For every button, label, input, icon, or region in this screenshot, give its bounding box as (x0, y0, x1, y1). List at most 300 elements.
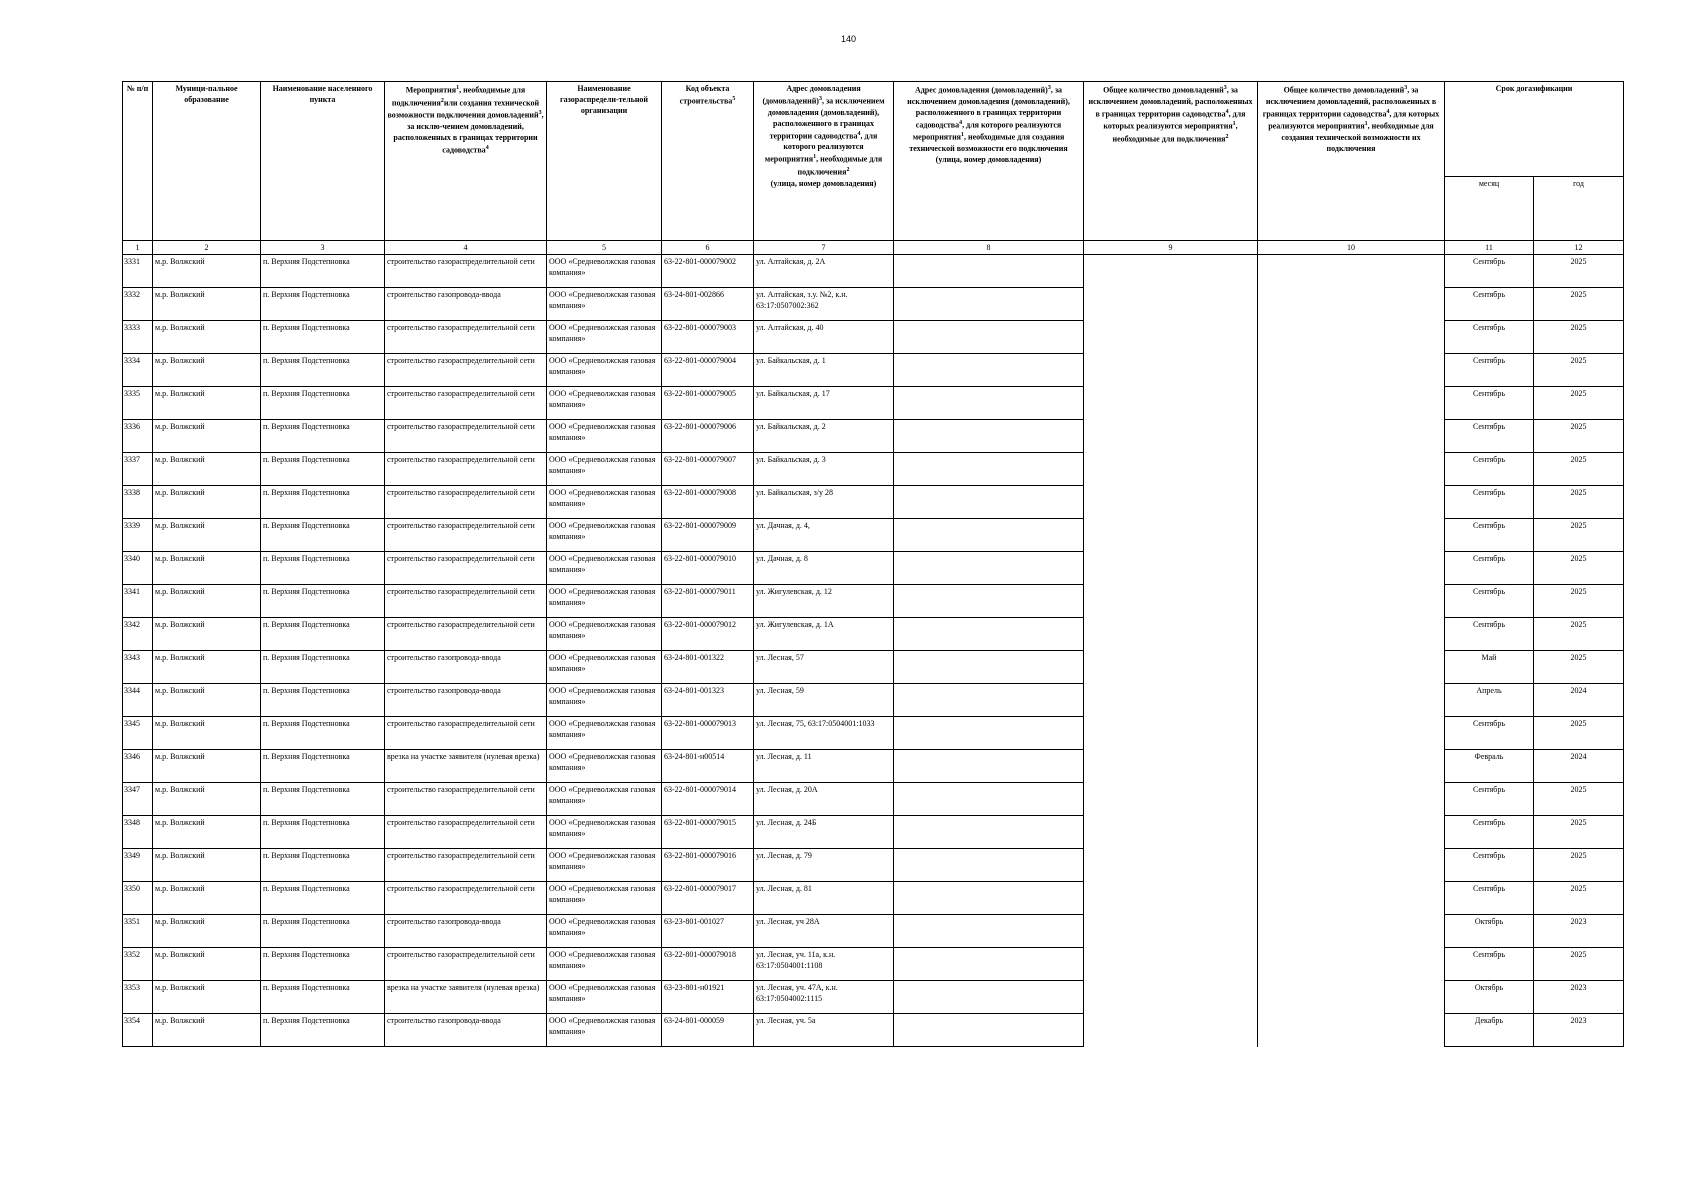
cell-organization: ООО «Средневолжская газовая компания» (547, 486, 662, 519)
cell-municipality: м.р. Волжский (153, 948, 261, 981)
cell-activity: врезка на участке заявителя (нулевая врезка) (385, 981, 547, 1014)
cell-row-number: 3342 (123, 618, 153, 651)
cell-year: 2025 (1534, 288, 1624, 321)
cell-municipality: м.р. Волжский (153, 717, 261, 750)
cell-year: 2025 (1534, 255, 1624, 288)
cell-object-code: 63-22-801-000079005 (662, 387, 754, 420)
cell-activity: строительство газораспределительной сети (385, 519, 547, 552)
header-address-connection: Адрес домовладения (домовладений)$^3$, за исключением домовладения (домовладений), расположенного в границах территории садоводства$^4$, для которого реализуются мероприятия$^1$, необходимые для подключения$^2$ (улица, номер домовладения) (754, 82, 894, 241)
cell-count-connection (1084, 816, 1258, 849)
table-row (123, 618, 1624, 651)
cell-count-technical (1258, 783, 1445, 816)
header-count-technical: Общее количество домовладений$^3$, за исключением домовладений, расположенных в границах территории садоводства$^4$, для которых реализуются мероприятия$^1$, необходимые для создания технической возможности их подключения (1258, 82, 1445, 241)
table-row (123, 255, 1624, 288)
cell-settlement: п. Верхняя Подстепновка (261, 915, 385, 948)
cell-address: ул. Алтайская, д. 2А (754, 255, 894, 288)
cell-settlement: п. Верхняя Подстепновка (261, 750, 385, 783)
cell-object-code: 63-22-801-000079013 (662, 717, 754, 750)
cell-count-technical (1258, 420, 1445, 453)
cell-address: ул. Лесная, д. 20А (754, 783, 894, 816)
column-number: 10 (1258, 241, 1445, 255)
cell-count-technical (1258, 750, 1445, 783)
cell-count-connection (1084, 1014, 1258, 1047)
cell-municipality: м.р. Волжский (153, 816, 261, 849)
cell-count-technical (1258, 816, 1445, 849)
cell-municipality: м.р. Волжский (153, 354, 261, 387)
cell-count-connection (1084, 915, 1258, 948)
cell-object-code: 63-24-801-н00514 (662, 750, 754, 783)
cell-settlement: п. Верхняя Подстепновка (261, 783, 385, 816)
cell-row-number: 3344 (123, 684, 153, 717)
cell-organization: ООО «Средневолжская газовая компания» (547, 354, 662, 387)
cell-year: 2025 (1534, 948, 1624, 981)
header-object-code: Код объекта строительства$^5$ (662, 82, 754, 241)
cell-object-code: 63-22-801-000079011 (662, 585, 754, 618)
cell-count-connection (1084, 288, 1258, 321)
cell-count-connection (1084, 981, 1258, 1014)
cell-organization: ООО «Средневолжская газовая компания» (547, 882, 662, 915)
cell-object-code: 63-22-801-000079009 (662, 519, 754, 552)
cell-address-technical (894, 750, 1084, 783)
cell-municipality: м.р. Волжский (153, 288, 261, 321)
cell-row-number: 3352 (123, 948, 153, 981)
column-number: 3 (261, 241, 385, 255)
column-number: 7 (754, 241, 894, 255)
cell-municipality: м.р. Волжский (153, 387, 261, 420)
cell-year: 2025 (1534, 354, 1624, 387)
cell-count-connection (1084, 882, 1258, 915)
cell-organization: ООО «Средневолжская газовая компания» (547, 585, 662, 618)
cell-activity: строительство газопровода-ввода (385, 915, 547, 948)
cell-address: ул. Алтайская, д. 40 (754, 321, 894, 354)
cell-activity: строительство газораспределительной сети (385, 948, 547, 981)
cell-address-technical (894, 783, 1084, 816)
cell-municipality: м.р. Волжский (153, 981, 261, 1014)
cell-count-connection (1084, 255, 1258, 288)
cell-row-number: 3347 (123, 783, 153, 816)
cell-municipality: м.р. Волжский (153, 618, 261, 651)
cell-address: ул. Байкальская, д. 3 (754, 453, 894, 486)
cell-activity: строительство газораспределительной сети (385, 354, 547, 387)
cell-object-code: 63-22-801-000079002 (662, 255, 754, 288)
table-row (123, 981, 1624, 1014)
cell-municipality: м.р. Волжский (153, 453, 261, 486)
cell-object-code: 63-22-801-000079006 (662, 420, 754, 453)
cell-municipality: м.р. Волжский (153, 585, 261, 618)
cell-municipality: м.р. Волжский (153, 255, 261, 288)
cell-settlement: п. Верхняя Подстепновка (261, 486, 385, 519)
cell-organization: ООО «Средневолжская газовая компания» (547, 453, 662, 486)
cell-year: 2025 (1534, 453, 1624, 486)
cell-month: Сентябрь (1445, 783, 1534, 816)
cell-count-technical (1258, 486, 1445, 519)
cell-count-technical (1258, 981, 1445, 1014)
cell-activity: строительство газораспределительной сети (385, 585, 547, 618)
cell-count-technical (1258, 882, 1445, 915)
cell-count-connection (1084, 948, 1258, 981)
cell-month: Сентябрь (1445, 354, 1534, 387)
cell-count-connection (1084, 684, 1258, 717)
cell-count-technical (1258, 915, 1445, 948)
cell-address: ул. Лесная, уч 28А (754, 915, 894, 948)
table-row (123, 552, 1624, 585)
cell-month: Сентябрь (1445, 948, 1534, 981)
cell-municipality: м.р. Волжский (153, 849, 261, 882)
cell-count-technical (1258, 651, 1445, 684)
cell-address: ул. Байкальская, д. 1 (754, 354, 894, 387)
cell-count-connection (1084, 321, 1258, 354)
cell-address: ул. Лесная, уч. 47А, к.н. 63:17:0504002:1115 (754, 981, 894, 1014)
cell-settlement: п. Верхняя Подстепновка (261, 981, 385, 1014)
cell-row-number: 3341 (123, 585, 153, 618)
cell-year: 2025 (1534, 882, 1624, 915)
cell-municipality: м.р. Волжский (153, 684, 261, 717)
cell-row-number: 3333 (123, 321, 153, 354)
cell-organization: ООО «Средневолжская газовая компания» (547, 552, 662, 585)
table-row (123, 321, 1624, 354)
cell-address-technical (894, 255, 1084, 288)
cell-year: 2025 (1534, 321, 1624, 354)
cell-activity: строительство газораспределительной сети (385, 816, 547, 849)
cell-organization: ООО «Средневолжская газовая компания» (547, 420, 662, 453)
table-row (123, 585, 1624, 618)
column-number: 11 (1445, 241, 1534, 255)
cell-address: ул. Жигулевская, д. 12 (754, 585, 894, 618)
column-number: 5 (547, 241, 662, 255)
cell-count-technical (1258, 354, 1445, 387)
cell-year: 2024 (1534, 684, 1624, 717)
cell-year: 2025 (1534, 486, 1624, 519)
cell-settlement: п. Верхняя Подстепновка (261, 684, 385, 717)
cell-object-code: 63-23-801-н01921 (662, 981, 754, 1014)
cell-address-technical (894, 882, 1084, 915)
cell-municipality: м.р. Волжский (153, 651, 261, 684)
cell-address: ул. Алтайская, з.у. №2, к.н. 63:17:0507002:362 (754, 288, 894, 321)
table-row (123, 453, 1624, 486)
cell-object-code: 63-24-801-001322 (662, 651, 754, 684)
cell-settlement: п. Верхняя Подстепновка (261, 948, 385, 981)
cell-settlement: п. Верхняя Подстепновка (261, 717, 385, 750)
cell-month: Октябрь (1445, 981, 1534, 1014)
cell-count-technical (1258, 849, 1445, 882)
cell-object-code: 63-24-801-001323 (662, 684, 754, 717)
cell-year: 2025 (1534, 816, 1624, 849)
cell-address: ул. Жигулевская, д. 1А (754, 618, 894, 651)
cell-month: Сентябрь (1445, 717, 1534, 750)
cell-count-technical (1258, 948, 1445, 981)
cell-year: 2025 (1534, 651, 1624, 684)
cell-month: Сентябрь (1445, 882, 1534, 915)
cell-settlement: п. Верхняя Подстепновка (261, 816, 385, 849)
cell-address-technical (894, 651, 1084, 684)
cell-address-technical (894, 684, 1084, 717)
table-row (123, 684, 1624, 717)
table-row (123, 420, 1624, 453)
cell-address: ул. Лесная, д. 79 (754, 849, 894, 882)
cell-count-connection (1084, 618, 1258, 651)
cell-activity: строительство газораспределительной сети (385, 552, 547, 585)
cell-count-connection (1084, 849, 1258, 882)
cell-address: ул. Лесная, д. 11 (754, 750, 894, 783)
cell-activity: строительство газораспределительной сети (385, 486, 547, 519)
cell-activity: строительство газораспределительной сети (385, 387, 547, 420)
header-municipality: Муници-пальное образование (153, 82, 261, 241)
table-row (123, 750, 1624, 783)
cell-activity: строительство газораспределительной сети (385, 849, 547, 882)
cell-year: 2025 (1534, 552, 1624, 585)
cell-settlement: п. Верхняя Подстепновка (261, 585, 385, 618)
table-row (123, 288, 1624, 321)
cell-month: Сентябрь (1445, 321, 1534, 354)
cell-municipality: м.р. Волжский (153, 783, 261, 816)
cell-municipality: м.р. Волжский (153, 519, 261, 552)
cell-row-number: 3337 (123, 453, 153, 486)
cell-month: Апрель (1445, 684, 1534, 717)
cell-year: 2025 (1534, 387, 1624, 420)
cell-settlement: п. Верхняя Подстепновка (261, 651, 385, 684)
cell-year: 2025 (1534, 519, 1624, 552)
cell-row-number: 3354 (123, 1014, 153, 1047)
cell-settlement: п. Верхняя Подстепновка (261, 849, 385, 882)
cell-object-code: 63-23-801-001027 (662, 915, 754, 948)
cell-year: 2023 (1534, 981, 1624, 1014)
cell-organization: ООО «Средневолжская газовая компания» (547, 651, 662, 684)
table-row (123, 783, 1624, 816)
cell-row-number: 3353 (123, 981, 153, 1014)
table-row (123, 651, 1624, 684)
cell-object-code: 63-22-801-000079010 (662, 552, 754, 585)
cell-month: Май (1445, 651, 1534, 684)
cell-address: ул. Лесная, 75, 63:17:0504001:1033 (754, 717, 894, 750)
cell-count-connection (1084, 387, 1258, 420)
cell-address-technical (894, 321, 1084, 354)
gasification-table (122, 81, 1624, 1047)
cell-municipality: м.р. Волжский (153, 420, 261, 453)
cell-municipality: м.р. Волжский (153, 552, 261, 585)
cell-organization: ООО «Средневолжская газовая компания» (547, 750, 662, 783)
column-number: 6 (662, 241, 754, 255)
cell-object-code: 63-22-801-000079012 (662, 618, 754, 651)
column-number: 12 (1534, 241, 1624, 255)
cell-month: Сентябрь (1445, 288, 1534, 321)
cell-year: 2024 (1534, 750, 1624, 783)
header-year: год (1534, 177, 1624, 241)
cell-address-technical (894, 486, 1084, 519)
table-row (123, 849, 1624, 882)
cell-address: ул. Байкальская, д. 2 (754, 420, 894, 453)
cell-activity: строительство газопровода-ввода (385, 288, 547, 321)
cell-object-code: 63-24-801-002866 (662, 288, 754, 321)
cell-organization: ООО «Средневолжская газовая компания» (547, 948, 662, 981)
header-number: № п/п (123, 82, 153, 241)
table-row (123, 816, 1624, 849)
cell-municipality: м.р. Волжский (153, 915, 261, 948)
cell-address-technical (894, 981, 1084, 1014)
cell-year: 2023 (1534, 1014, 1624, 1047)
cell-count-connection (1084, 420, 1258, 453)
cell-count-connection (1084, 651, 1258, 684)
cell-organization: ООО «Средневолжская газовая компания» (547, 1014, 662, 1047)
cell-settlement: п. Верхняя Подстепновка (261, 288, 385, 321)
cell-count-connection (1084, 717, 1258, 750)
cell-activity: строительство газопровода-ввода (385, 1014, 547, 1047)
cell-organization: ООО «Средневолжская газовая компания» (547, 387, 662, 420)
table-row (123, 948, 1624, 981)
column-number: 4 (385, 241, 547, 255)
cell-count-connection (1084, 453, 1258, 486)
cell-count-technical (1258, 288, 1445, 321)
cell-settlement: п. Верхняя Подстепновка (261, 321, 385, 354)
cell-organization: ООО «Средневолжская газовая компания» (547, 618, 662, 651)
cell-count-connection (1084, 354, 1258, 387)
header-address-technical: Адрес домовладения (домовладений)$^3$, за исключением домовладения (домовладений), расположенного в границах территории садоводства$^4$, для которого реализуются мероприятия$^1$, необходимые для создания технической возможности его подключения (улица, номер домовладения) (894, 82, 1084, 241)
cell-settlement: п. Верхняя Подстепновка (261, 387, 385, 420)
cell-row-number: 3351 (123, 915, 153, 948)
table-row (123, 387, 1624, 420)
cell-count-technical (1258, 585, 1445, 618)
header-activities: Мероприятия$^1$, необходимые для подключения$^2$или создания технической возможности подключения домовладений$^3$, за исклю-чением домовладений, расположенных в границах территории садоводства$^4$ (385, 82, 547, 241)
column-number: 2 (153, 241, 261, 255)
cell-object-code: 63-22-801-000079018 (662, 948, 754, 981)
cell-activity: строительство газораспределительной сети (385, 255, 547, 288)
cell-row-number: 3349 (123, 849, 153, 882)
cell-municipality: м.р. Волжский (153, 1014, 261, 1047)
cell-activity: строительство газораспределительной сети (385, 453, 547, 486)
cell-municipality: м.р. Волжский (153, 321, 261, 354)
cell-row-number: 3338 (123, 486, 153, 519)
cell-address: ул. Байкальская, д. 17 (754, 387, 894, 420)
cell-month: Сентябрь (1445, 387, 1534, 420)
cell-settlement: п. Верхняя Подстепновка (261, 354, 385, 387)
header-month: месяц (1445, 177, 1534, 241)
cell-year: 2025 (1534, 420, 1624, 453)
cell-address-technical (894, 849, 1084, 882)
header-gasification-term: Срок догазификации (1445, 82, 1624, 177)
cell-activity: строительство газораспределительной сети (385, 717, 547, 750)
cell-municipality: м.р. Волжский (153, 882, 261, 915)
cell-row-number: 3343 (123, 651, 153, 684)
cell-count-connection (1084, 486, 1258, 519)
cell-activity: строительство газопровода-ввода (385, 684, 547, 717)
cell-address: ул. Лесная, д. 24Б (754, 816, 894, 849)
cell-object-code: 63-22-801-000079016 (662, 849, 754, 882)
cell-organization: ООО «Средневолжская газовая компания» (547, 321, 662, 354)
cell-row-number: 3345 (123, 717, 153, 750)
cell-activity: строительство газораспределительной сети (385, 420, 547, 453)
header-count-connection: Общее количество домовладений$^3$, за исключением домовладений, расположенных в границах территории садоводства$^4$, для которых реализуются мероприятия$^1$, необходимые для подключения$^2$ (1084, 82, 1258, 241)
cell-month: Сентябрь (1445, 453, 1534, 486)
table-row (123, 519, 1624, 552)
column-number: 8 (894, 241, 1084, 255)
table-row (123, 1014, 1624, 1047)
cell-count-technical (1258, 255, 1445, 288)
cell-settlement: п. Верхняя Подстепновка (261, 420, 385, 453)
cell-organization: ООО «Средневолжская газовая компания» (547, 519, 662, 552)
table-row (123, 486, 1624, 519)
cell-count-technical (1258, 618, 1445, 651)
cell-organization: ООО «Средневолжская газовая компания» (547, 684, 662, 717)
cell-settlement: п. Верхняя Подстепновка (261, 882, 385, 915)
cell-count-technical (1258, 453, 1445, 486)
cell-address-technical (894, 585, 1084, 618)
cell-address: ул. Лесная, уч. 5а (754, 1014, 894, 1047)
cell-activity: строительство газораспределительной сети (385, 618, 547, 651)
cell-count-technical (1258, 519, 1445, 552)
cell-year: 2025 (1534, 717, 1624, 750)
cell-row-number: 3348 (123, 816, 153, 849)
cell-address-technical (894, 1014, 1084, 1047)
cell-count-connection (1084, 750, 1258, 783)
cell-address-technical (894, 288, 1084, 321)
cell-address-technical (894, 453, 1084, 486)
cell-object-code: 63-22-801-000079003 (662, 321, 754, 354)
cell-address-technical (894, 387, 1084, 420)
cell-address-technical (894, 717, 1084, 750)
cell-year: 2023 (1534, 915, 1624, 948)
cell-object-code: 63-22-801-000079017 (662, 882, 754, 915)
cell-object-code: 63-22-801-000079008 (662, 486, 754, 519)
cell-activity: строительство газопровода-ввода (385, 651, 547, 684)
cell-month: Сентябрь (1445, 585, 1534, 618)
cell-object-code: 63-24-801-000059 (662, 1014, 754, 1047)
cell-organization: ООО «Средневолжская газовая компания» (547, 915, 662, 948)
cell-address: ул. Дачная, д. 4, (754, 519, 894, 552)
cell-row-number: 3346 (123, 750, 153, 783)
cell-count-technical (1258, 321, 1445, 354)
cell-address: ул. Лесная, уч. 11а, к.н. 63:17:0504001:1108 (754, 948, 894, 981)
column-number: 9 (1084, 241, 1258, 255)
cell-object-code: 63-22-801-000079007 (662, 453, 754, 486)
cell-address-technical (894, 420, 1084, 453)
header-organization: Наименование газораспредели-тельной организации (547, 82, 662, 241)
cell-month: Сентябрь (1445, 552, 1534, 585)
cell-organization: ООО «Средневолжская газовая компания» (547, 981, 662, 1014)
cell-organization: ООО «Средневолжская газовая компания» (547, 816, 662, 849)
cell-settlement: п. Верхняя Подстепновка (261, 519, 385, 552)
cell-row-number: 3350 (123, 882, 153, 915)
cell-count-connection (1084, 552, 1258, 585)
cell-month: Сентябрь (1445, 255, 1534, 288)
column-number: 1 (123, 241, 153, 255)
cell-municipality: м.р. Волжский (153, 486, 261, 519)
cell-address-technical (894, 948, 1084, 981)
cell-municipality: м.р. Волжский (153, 750, 261, 783)
cell-organization: ООО «Средневолжская газовая компания» (547, 288, 662, 321)
cell-month: Сентябрь (1445, 816, 1534, 849)
cell-activity: строительство газораспределительной сети (385, 882, 547, 915)
cell-count-connection (1084, 519, 1258, 552)
cell-count-technical (1258, 387, 1445, 420)
cell-object-code: 63-22-801-000079014 (662, 783, 754, 816)
cell-row-number: 3336 (123, 420, 153, 453)
header-settlement: Наименование населенного пункта (261, 82, 385, 241)
cell-object-code: 63-22-801-000079015 (662, 816, 754, 849)
cell-activity: строительство газораспределительной сети (385, 321, 547, 354)
cell-organization: ООО «Средневолжская газовая компания» (547, 849, 662, 882)
page-number: 140 (840, 34, 857, 44)
table-row (123, 354, 1624, 387)
cell-count-technical (1258, 552, 1445, 585)
cell-activity: врезка на участке заявителя (нулевая врезка) (385, 750, 547, 783)
cell-address-technical (894, 552, 1084, 585)
cell-row-number: 3339 (123, 519, 153, 552)
cell-address: ул. Байкальская, з/у 28 (754, 486, 894, 519)
cell-count-technical (1258, 1014, 1445, 1047)
cell-row-number: 3331 (123, 255, 153, 288)
cell-address: ул. Лесная, 57 (754, 651, 894, 684)
cell-address-technical (894, 354, 1084, 387)
table-row (123, 717, 1624, 750)
